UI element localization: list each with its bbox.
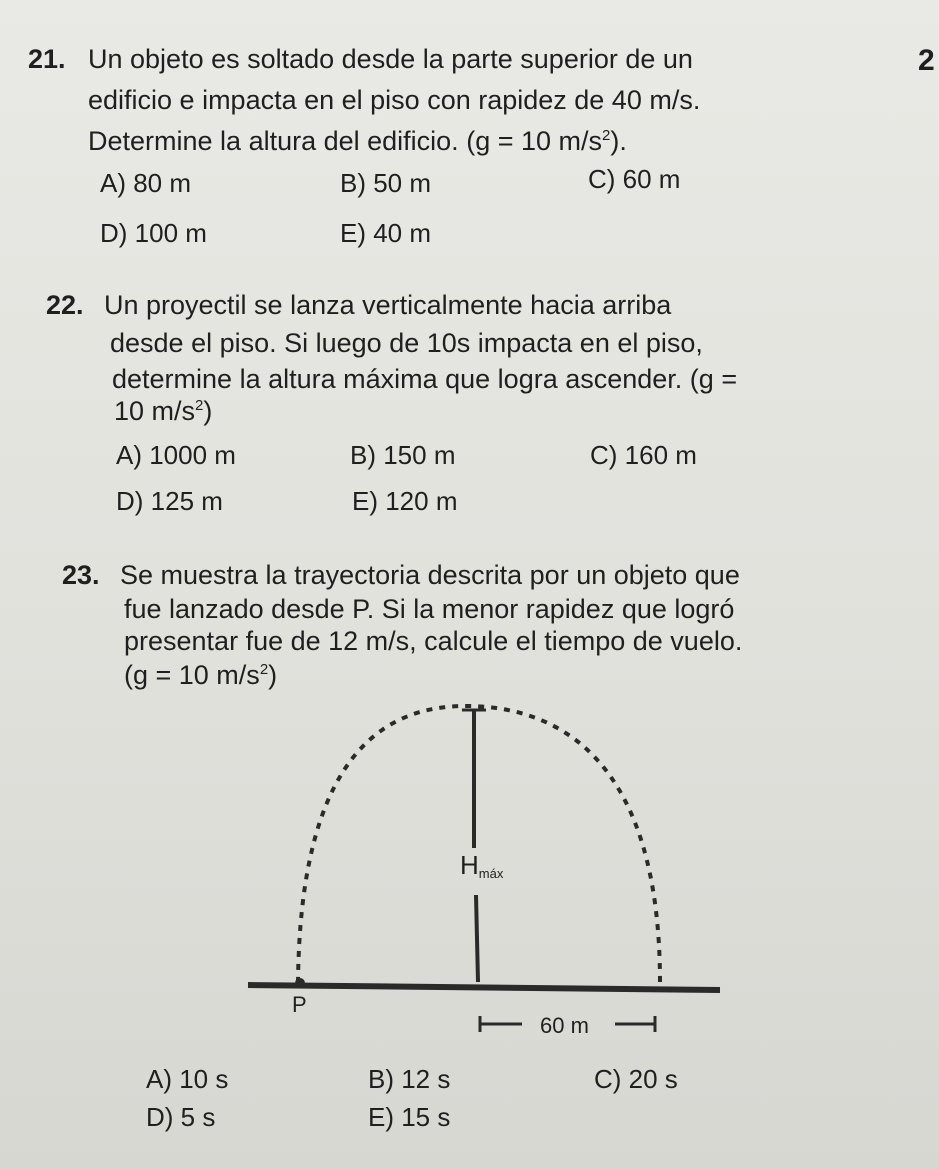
question-number: 22. (46, 290, 84, 320)
question-text-line: presentar fue de 12 m/s, calcule el tiempo de vuelo. (124, 626, 743, 656)
question-text-line: determine la altura máxima que logra ascender. (g = (112, 364, 738, 394)
gravity-note: (g = 10 $m/s^2$) (124, 660, 278, 690)
option-c: C) 20 s (594, 1064, 678, 1094)
option-d: D) 5 s (146, 1102, 216, 1132)
option-d: D) 125 m (116, 486, 223, 516)
option-d: D) 100 m (100, 218, 207, 248)
option-b: B) 150 m (350, 440, 456, 470)
option-e: E) 15 s (368, 1102, 451, 1132)
option-b: B) 12 s (368, 1064, 451, 1094)
question-text-line: Se muestra la trayectoria descrita por un objeto que (120, 560, 740, 590)
option-e: E) 120 m (352, 486, 458, 516)
question-text-line: desde el piso. Si luego de 10s impacta en el piso, (110, 328, 703, 358)
launch-point (295, 978, 305, 988)
gravity-note: (g = 10 $m/s^2$). (466, 126, 627, 156)
option-a: A) 1000 m (116, 440, 236, 470)
question-number: 23. (62, 560, 100, 590)
question-text-line: fue lanzado desde P. Si la menor rapidez que logró (124, 594, 735, 624)
point-p-label: P (292, 992, 307, 1017)
distance-label: 60 m (540, 1013, 589, 1038)
ground-line (248, 985, 720, 990)
question-number: 21. (28, 44, 66, 74)
question-text-line: Un proyectil se lanza verticalmente hacia arriba (104, 290, 672, 320)
option-a: A) 10 s (146, 1064, 229, 1094)
option-a: A) 80 m (100, 168, 192, 198)
question-text: Determine la altura del edificio. (88, 126, 459, 156)
question-text-line: edificio e impacta en el piso con rapidez de 40 m/s. (88, 85, 701, 115)
option-c: C) 60 m (588, 164, 681, 194)
gravity-note: 10 $m/s^2$) (114, 396, 213, 426)
option-e: E) 40 m (340, 218, 432, 248)
hmax-line-lower (476, 895, 478, 982)
page-number: 2 (918, 44, 935, 77)
question-text-line: Un objeto es soltado desde la parte superior de un (88, 44, 693, 74)
option-b: B) 50 m (340, 168, 432, 198)
hmax-label: Hmáx (460, 850, 504, 881)
option-c: C) 160 m (590, 440, 697, 470)
